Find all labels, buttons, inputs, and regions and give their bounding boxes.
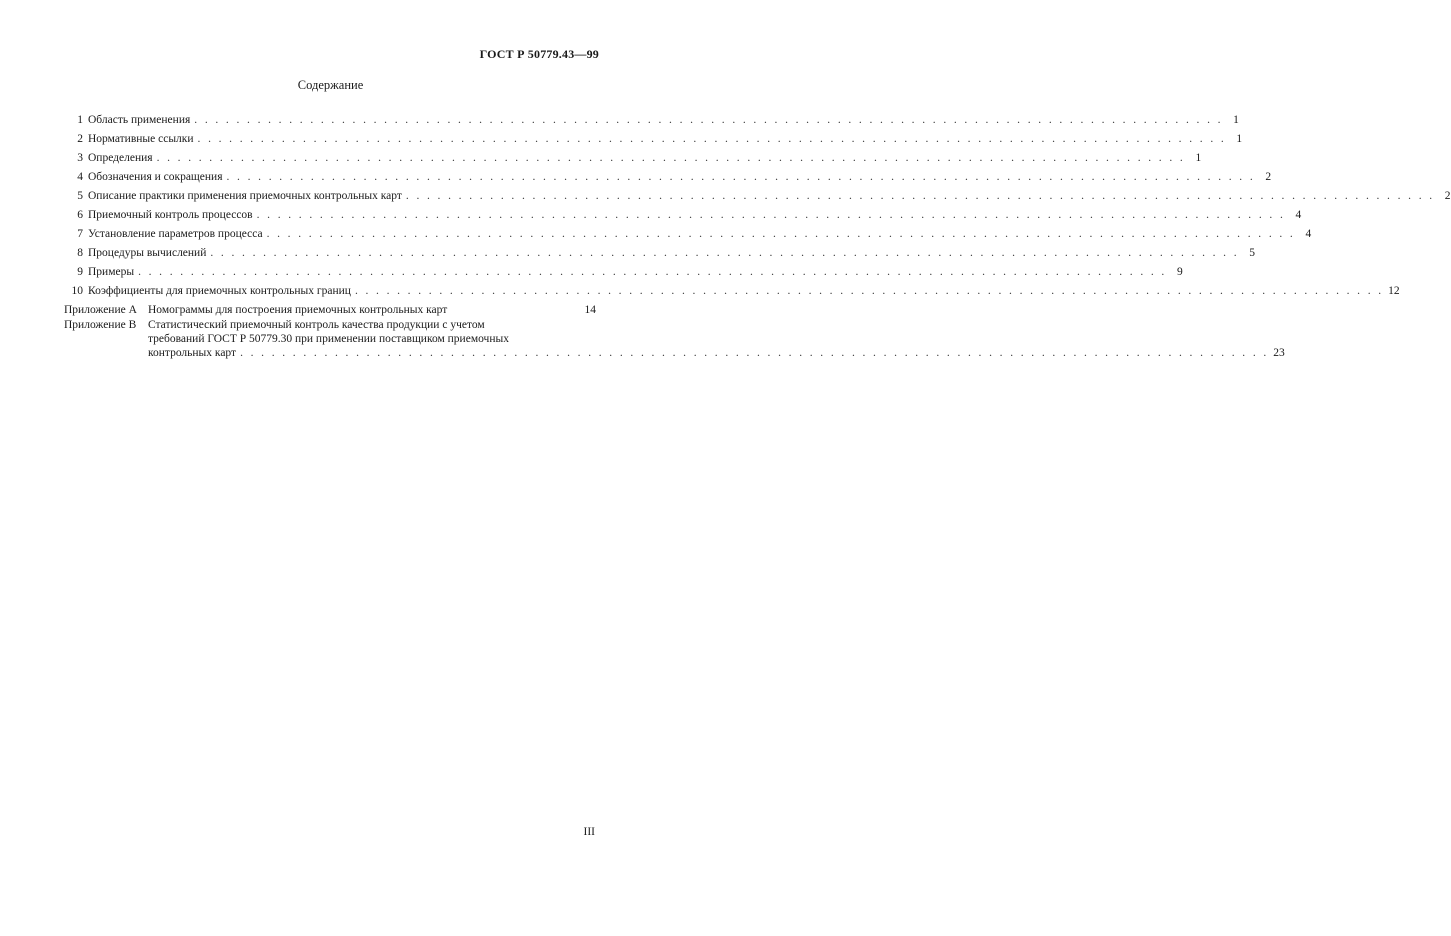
toc-appendix-b[interactable] — [64, 318, 1285, 360]
toc-entry-title: Коэффициенты для приемочных контрольных границ — [88, 285, 351, 297]
appendix-title-block — [148, 318, 1285, 360]
appendix-title-line: Статистический приемочный контроль качества продукции с учетом — [148, 319, 485, 331]
toc-entry-page: 5 — [1249, 247, 1255, 259]
appendix-label: Приложение В — [64, 319, 137, 331]
toc-entry-page: 4 — [1295, 209, 1302, 221]
toc-entry-number: 4 — [77, 171, 83, 183]
toc-entry-page: 1 — [1233, 114, 1239, 126]
toc-entry-number: 3 — [77, 152, 83, 164]
toc-title: Содержание — [297, 78, 364, 92]
toc-entry-title: Определения — [88, 152, 153, 164]
toc-entry-title: Область применения — [88, 114, 191, 126]
toc-entry-number: 9 — [77, 266, 83, 278]
toc-entry-page: 2 — [1265, 171, 1272, 183]
toc-entry[interactable] — [64, 241, 1255, 260]
toc-entry-number: 8 — [77, 247, 83, 259]
toc-entry[interactable] — [64, 108, 1239, 127]
appendix-page: 14 — [584, 304, 596, 316]
toc-entry[interactable] — [64, 165, 1272, 184]
leader-dots — [198, 132, 1227, 146]
toc-entry-number: 1 — [77, 114, 83, 126]
toc-entry[interactable] — [64, 203, 1302, 222]
table-of-contents — [64, 108, 1451, 360]
toc-entry[interactable] — [64, 222, 1312, 241]
toc-entry-page: 9 — [1176, 266, 1183, 278]
leader-dots — [138, 265, 1167, 279]
toc-entry[interactable] — [64, 146, 1202, 165]
toc-entry-number: 2 — [77, 133, 83, 145]
leader-dots — [157, 151, 1186, 165]
leader-dots — [267, 227, 1296, 241]
toc-entry-title: Нормативные ссылки — [88, 133, 194, 145]
toc-entry-page: 2 — [1444, 190, 1451, 202]
appendix-label: Приложение А — [64, 304, 137, 316]
page-folio: III — [583, 826, 595, 838]
toc-entry-title: Приемочный контроль процессов — [88, 209, 253, 221]
toc-entry-number: 6 — [77, 209, 83, 221]
toc-entry-page: 12 — [1388, 285, 1400, 297]
appendix-page: 23 — [1273, 347, 1285, 359]
toc-entry-title: Описание практики применения приемочных контрольных карт — [88, 190, 402, 202]
toc-entry-number: 5 — [77, 190, 83, 202]
leader-dots — [194, 113, 1223, 127]
toc-entry-number: 7 — [77, 228, 83, 240]
toc-entry-title: Примеры — [88, 266, 135, 278]
toc-entry-title: Процедуры вычислений — [88, 247, 207, 259]
appendix-title-last-line — [148, 346, 1285, 360]
document-code: ГОСТ Р 50779.43—99 — [479, 47, 599, 61]
leader-dots — [240, 346, 1269, 360]
toc-entry-number: 10 — [71, 285, 83, 297]
toc-entry[interactable] — [64, 127, 1243, 146]
leader-dots — [406, 189, 1435, 203]
toc-entry-page: 1 — [1236, 133, 1243, 145]
toc-entry[interactable] — [64, 279, 1400, 298]
leader-dots — [355, 284, 1384, 298]
toc-entry-title: Обозначения и сокращения — [88, 171, 223, 183]
toc-entry[interactable] — [64, 260, 1183, 279]
leader-dots — [227, 170, 1256, 184]
toc-entry-page: 4 — [1305, 228, 1312, 240]
toc-entry-title: Установление параметров процесса — [88, 228, 263, 240]
toc-appendix-a[interactable] — [64, 298, 596, 317]
leader-dots — [257, 208, 1286, 222]
leader-dots — [210, 246, 1239, 260]
appendix-title-line: контрольных карт — [148, 347, 237, 359]
toc-entry-page: 1 — [1195, 152, 1202, 164]
toc-entry[interactable] — [64, 184, 1451, 203]
appendix-title: Номограммы для построения приемочных контрольных карт — [148, 304, 448, 316]
appendix-title-line: требований ГОСТ Р 50779.30 при применении поставщиком приемочных — [148, 333, 509, 345]
